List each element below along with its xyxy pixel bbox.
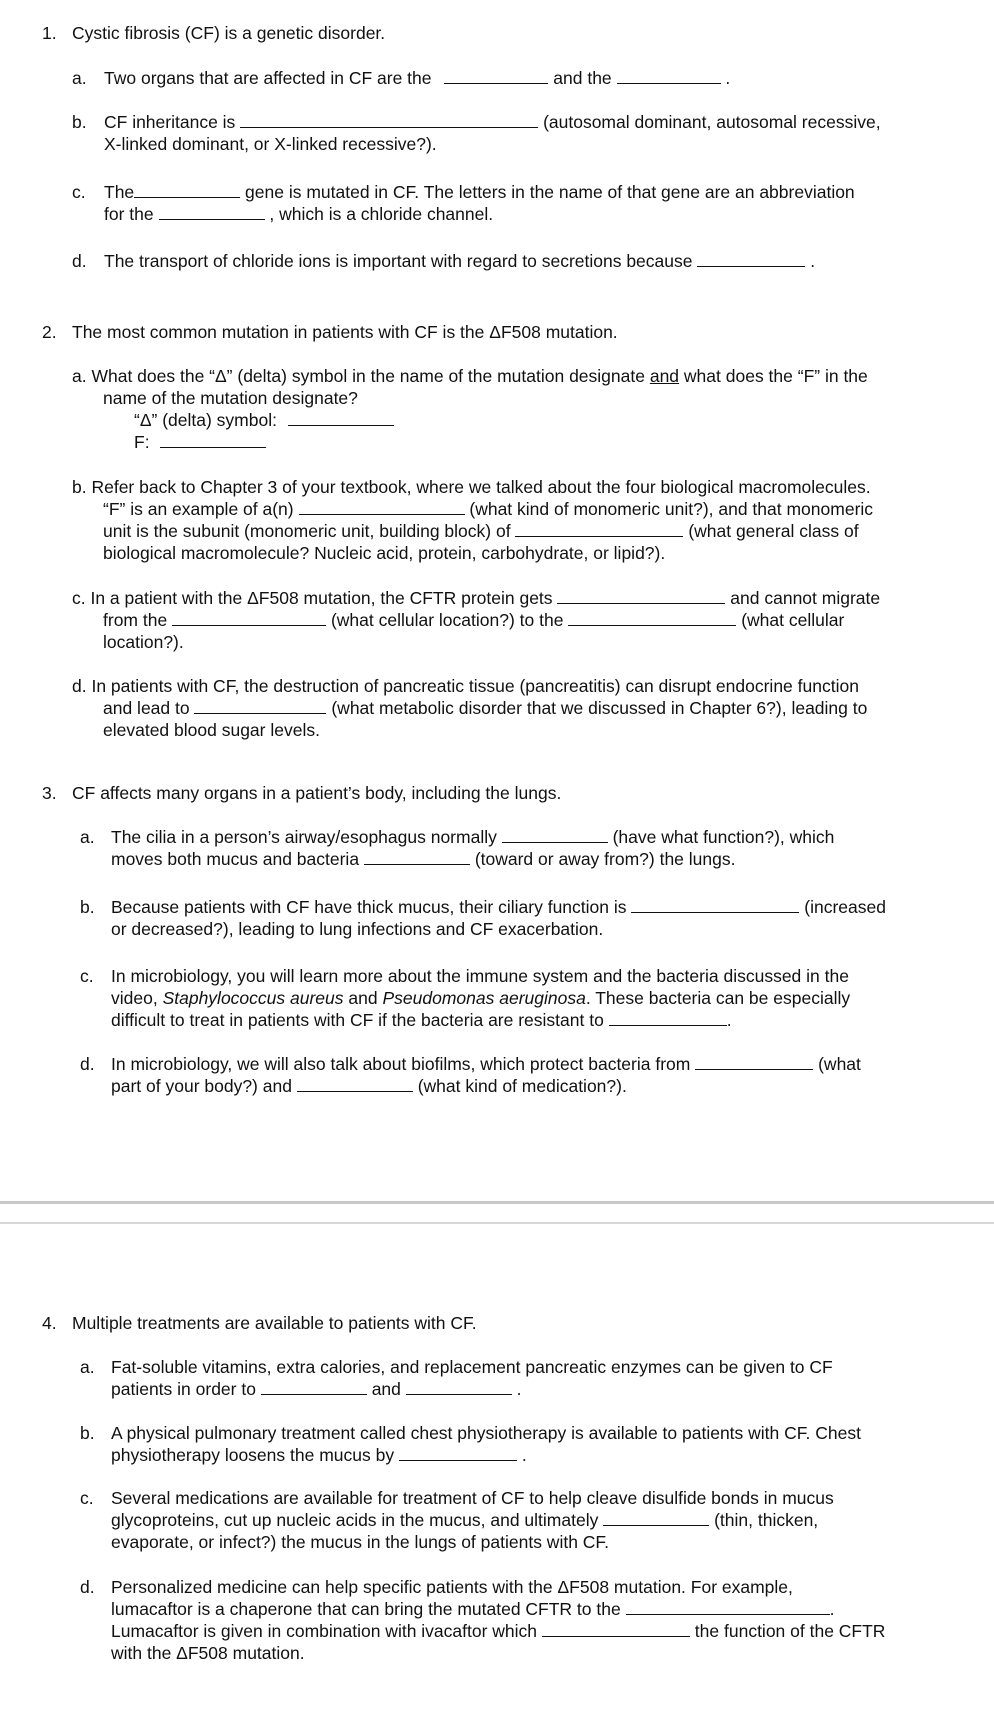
q2b-blank-2[interactable] [515,521,683,537]
q3d-blank-1[interactable] [695,1054,813,1070]
q4a-blank-2[interactable] [406,1379,512,1395]
q2c-blank-2[interactable] [172,610,326,626]
q1b-blank[interactable] [240,112,538,128]
page-divider-secondary [0,1222,994,1224]
q4d-label: d. [80,1577,95,1597]
q1c-blank-2[interactable] [159,204,265,220]
q3c-blank[interactable] [609,1010,727,1026]
question-1-number: 1. [42,23,57,43]
q4d-text: Personalized medicine can help specific patients with the ΔF508 mutation. For example, lumacaftor is a chaperone that can bring the mutated CFTR to the . Lumacaftor is given in combination with ivacaftor which the function of the CFTR with the ΔF508 mutation. [111,1577,886,1663]
q3a-text: The cilia in a person’s airway/esophagus normally (have what function?), which moves both mucus and bacteria (toward or away from?) the lungs. [111,827,835,869]
q3d-text: In microbiology, we will also talk about biofilms, which protect bacteria from (what part of your body?) and (what kind of medication?). [111,1054,861,1096]
q1b-label: b. [72,112,87,132]
q3c-text: In microbiology, you will learn more about the immune system and the bacteria discussed in the video, Staphylococcus aureus and Pseudomonas aeruginosa. These bacteria can be especially difficult to treat in patients with CF if the bacteria are resistant to . [111,966,851,1030]
q4a-text: Fat-soluble vitamins, extra calories, and replacement pancreatic enzymes can be given to CF patients in order to and . [111,1357,833,1399]
q2b-blank-1[interactable] [299,499,465,515]
q1a-blank-2[interactable] [617,68,721,84]
q2d-text: d. In patients with CF, the destruction of pancreatic tissue (pancreatitis) can disrupt endocrine function and lead to (what metabolic disorder that we discussed in Chapter 6?), leading to elevated blood sugar levels. [72,676,868,740]
q3c-label: c. [80,966,94,986]
q4c-text: Several medications are available for treatment of CF to help cleave disulfide bonds in mucus glycoproteins, cut up nucleic acids in the mucus, and ultimately (thin, thicken, evaporate, or infect?) the mucus in the lungs of patients with CF. [111,1488,834,1552]
page-divider [0,1201,994,1204]
q2a-f-blank[interactable] [160,432,266,448]
q1c-label: c. [72,182,86,202]
q2b-text: b. Refer back to Chapter 3 of your textbook, where we talked about the four biological macromolecules. “F” is an example of a(n) (what kind of monomeric unit?), and that monomeric unit is the subunit (monomeric unit, building block) of (what general class of biological macromolecule? Nucleic acid, protein, carbohydrate, or lipid?). [72,477,874,563]
q4b-text: A physical pulmonary treatment called chest physiotherapy is available to patients with CF. Chest physiotherapy loosens the mucus by . [111,1423,861,1465]
q3b-text: Because patients with CF have thick mucus, their ciliary function is (increased or decreased?), leading to lung infections and CF exacerbation. [111,897,886,939]
question-3-number: 3. [42,783,57,803]
question-4-number: 4. [42,1313,57,1333]
q3a-label: a. [80,827,95,847]
question-2-title: The most common mutation in patients with CF is the ΔF508 mutation. [72,322,618,342]
q4a-blank-1[interactable] [261,1379,367,1395]
question-3-title: CF affects many organs in a patient’s body, including the lungs. [72,783,562,803]
q1a-text: Two organs that are affected in CF are the and the . [104,68,731,88]
q1d-label: d. [72,251,87,271]
q1c-text: The gene is mutated in CF. The letters in the name of that gene are an abbreviation for the , which is a chloride channel. [104,182,855,224]
q2c-text: c. In a patient with the ΔF508 mutation, the CFTR protein gets and cannot migrate from the (what cellular location?) to the (what cellular location?). [72,588,881,652]
question-2-number: 2. [42,322,57,342]
q1d-blank[interactable] [697,251,805,267]
q4d-blank-1[interactable] [626,1599,830,1615]
q2a-text: a. What does the “Δ” (delta) symbol in the name of the mutation designate and what does the “F” in the name of the mutation designate? “Δ” (delta) symbol: F: [72,366,868,452]
q4d-blank-2[interactable] [542,1621,690,1637]
q2a-delta-blank[interactable] [288,410,394,426]
question-4-title: Multiple treatments are available to patients with CF. [72,1313,477,1333]
q1c-blank-1[interactable] [134,182,240,198]
question-1-title: Cystic fibrosis (CF) is a genetic disorder. [72,23,386,43]
q2c-blank-1[interactable] [557,588,725,604]
q4c-label: c. [80,1488,94,1508]
q2c-blank-3[interactable] [568,610,736,626]
q3a-blank-2[interactable] [364,849,470,865]
q4a-label: a. [80,1357,95,1377]
q3a-blank-1[interactable] [502,827,608,843]
q3d-blank-2[interactable] [297,1076,413,1092]
q4b-label: b. [80,1423,95,1443]
q3b-label: b. [80,897,95,917]
q4c-blank[interactable] [603,1510,709,1526]
q1b-text: CF inheritance is (autosomal dominant, autosomal recessive, X-linked dominant, or X-linked recessive?). [104,112,881,154]
q3d-label: d. [80,1054,95,1074]
q2d-blank[interactable] [194,698,326,714]
q1a-label: a. [72,68,87,88]
q3b-blank[interactable] [631,897,799,913]
q1a-blank-1[interactable] [444,68,548,84]
q4b-blank[interactable] [399,1445,517,1461]
q1d-text: The transport of chloride ions is important with regard to secretions because . [104,251,816,271]
